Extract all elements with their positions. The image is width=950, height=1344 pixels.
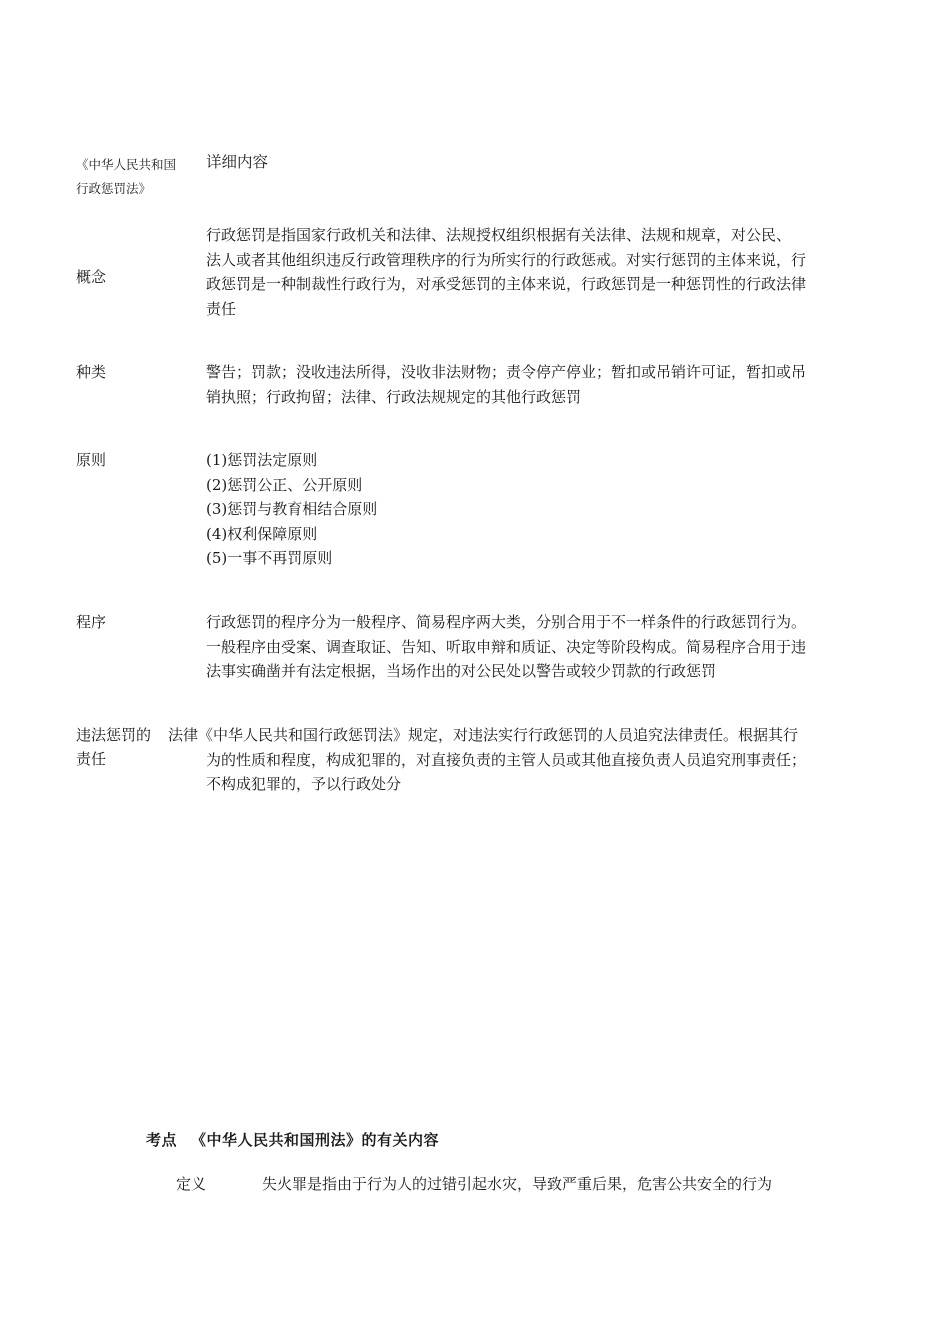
row-content: 行政惩罚的程序分为一般程序、简易程序两大类，分别合用于不一样条件的行政惩罚行为。 一般程序由受案、调查取证、告知、听取申辩和质证、决定等阶段构成。简易程序合用于违 法事实确凿并有法定根据，当场作出的对公民处以警告或较少罚款的行政惩罚	[206, 613, 807, 680]
section-title	[146, 1129, 439, 1150]
section-prefix: 考点	[146, 1131, 178, 1149]
row-content: (1)惩罚法定原则 (2)惩罚公正、公开原则 (3)惩罚与教育相结合原则 (4)权利保障原则 (5)一事不再罚原则	[206, 451, 378, 567]
header-left-line: 行政惩罚法》	[76, 181, 152, 196]
definition-text: 失火罪是指由于行为人的过错引起水灾，导致严重后果，危害公共安全的行为	[262, 1175, 773, 1193]
definition-label: 定义	[176, 1175, 207, 1193]
section-heading: 《中华人民共和国刑法》的有关内容	[191, 1131, 440, 1149]
row-content: 行政惩罚是指国家行政机关和法律、法规授权组织根据有关法律、法规和规章，对公民、 法人或者其他组织违反行政管理秩序的行为所实行的行政惩戒。对实行惩罚的主体来说，行 政惩罚是一种制裁性行政行为，对承受惩罚的主体来说，行政惩罚是一种惩罚性的行政法律 责任	[206, 226, 807, 318]
header-left-line: 《中华人民共和国	[76, 157, 177, 172]
row-label: 违法惩罚的 责任	[76, 726, 152, 768]
row-label: 种类	[76, 363, 107, 381]
header-detail-text: 详细内容	[206, 153, 269, 171]
row-label: 程序	[76, 613, 107, 631]
row-content: 警告；罚款；没收违法所得，没收非法财物；责令停产停业；暂扣或吊销许可证，暂扣或吊 销执照；行政拘留；法律、行政法规规定的其他行政惩罚	[206, 363, 807, 406]
row-label: 概念	[76, 268, 107, 286]
header-right-label	[206, 150, 878, 175]
row-content: 法律《中华人民共和国行政惩罚法》规定，对违法实行行政惩罚的人员追究法律责任。根据其行 为的性质和程度，构成犯罪的，对直接负责的主管人员或其他直接负责人员追究刑事责任； 不构成犯罪的，予以行政处分	[168, 726, 807, 793]
row-label: 原则	[76, 451, 107, 469]
header-left-label	[76, 153, 201, 201]
